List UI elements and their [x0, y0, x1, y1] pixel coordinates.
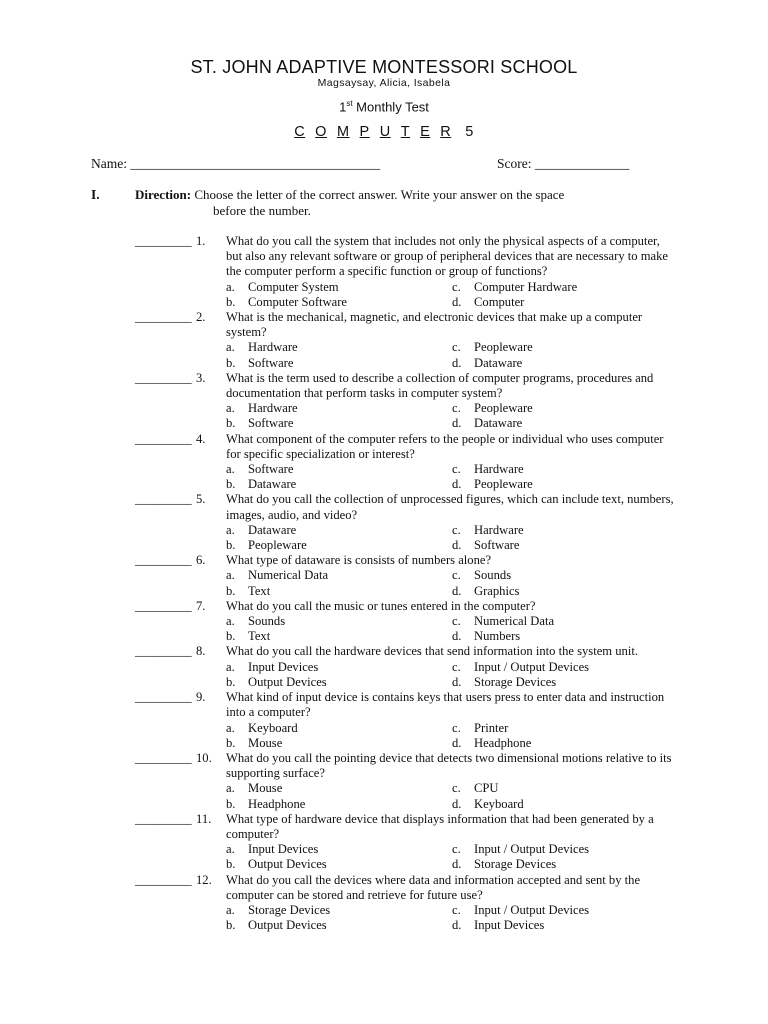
choice-option [452, 584, 682, 599]
choice-text: Dataware [248, 477, 297, 492]
choice-option [452, 401, 682, 416]
choice-option [226, 842, 452, 857]
choice-letter: b. [226, 629, 236, 644]
choice-option [226, 736, 452, 751]
choice-text: Peopleware [474, 477, 533, 492]
choice-letter: a. [226, 614, 235, 629]
choice-letter: a. [226, 462, 235, 477]
choice-option [226, 584, 452, 599]
choice-letter: b. [226, 796, 236, 811]
choice-option [452, 736, 682, 751]
choice-option [452, 797, 682, 812]
choice-text: Dataware [248, 522, 297, 537]
choice-list [226, 660, 768, 690]
choice-text: Hardware [474, 522, 524, 537]
choice-text: Output Devices [248, 857, 327, 872]
choice-letter: c. [452, 340, 461, 355]
choice-text: Dataware [474, 416, 523, 431]
choice-letter: c. [452, 659, 461, 674]
choice-text: Keyboard [248, 720, 298, 735]
answer-blank[interactable]: _________ [135, 690, 192, 705]
question-item [0, 644, 768, 690]
question-text: What component of the computer refers to the people or individual who uses computer for specific specialization or interest? [226, 431, 664, 461]
choice-list [226, 842, 768, 872]
question-list [0, 234, 768, 933]
choice-letter: d. [452, 477, 462, 492]
choice-option [226, 675, 452, 690]
section-number: I. [91, 187, 100, 202]
choice-text: Output Devices [248, 918, 327, 933]
choice-text: Mouse [248, 781, 283, 796]
choice-text: Software [474, 538, 520, 553]
choice-option [226, 918, 452, 933]
choice-text: Input / Output Devices [474, 659, 590, 674]
choice-letter: a. [226, 401, 235, 416]
answer-blank[interactable]: _________ [135, 644, 192, 659]
subject-letter: E [420, 124, 431, 140]
subject-letter: P [359, 124, 370, 140]
choice-option [226, 538, 452, 553]
choice-text: Sounds [474, 568, 512, 583]
choice-letter: b. [226, 355, 236, 370]
question-text: What is the mechanical, magnetic, and electronic devices that make up a computer system? [226, 310, 643, 340]
choice-text: Input Devices [248, 842, 319, 857]
question-item [0, 812, 768, 873]
question-text: What do you call the system that includes not only the physical aspects of a computer, but also any relevant software or group of peripheral devices that are necessary to make the computer perform a specific function or group of functions? [226, 234, 668, 279]
answer-blank[interactable]: _________ [135, 598, 192, 613]
choice-option [226, 295, 452, 310]
choice-text: Numerical Data [248, 568, 329, 583]
choice-letter: c. [452, 462, 461, 477]
choice-option [452, 340, 682, 355]
question-text: What do you call the collection of unprocessed figures, which can include text, numbers, images, audio, and video? [226, 492, 674, 522]
choice-list [226, 903, 768, 933]
choice-text: Output Devices [248, 674, 327, 689]
choice-list [226, 401, 768, 431]
question-number: 4. [196, 431, 206, 446]
question-item [0, 599, 768, 645]
choice-list [226, 781, 768, 811]
choice-letter: c. [452, 781, 461, 796]
test-number-suffix: st [346, 99, 353, 108]
choice-option [452, 842, 682, 857]
choice-text: Text [248, 629, 271, 644]
choice-letter: a. [226, 720, 235, 735]
choice-option [452, 660, 682, 675]
question-item [0, 371, 768, 432]
choice-letter: a. [226, 902, 235, 917]
question-text: What do you call the pointing device that detects two dimensional motions relative to its supporting surface? [226, 750, 672, 781]
choice-letter: c. [452, 842, 461, 857]
choice-text: Peopleware [474, 340, 533, 355]
question-item [0, 492, 768, 553]
choice-text: Input Devices [474, 918, 545, 933]
choice-text: Headphone [248, 796, 306, 811]
choice-letter: b. [226, 857, 236, 872]
direction-label: Direction: [135, 187, 192, 202]
choice-text: Sounds [248, 614, 286, 629]
choice-option [226, 797, 452, 812]
choice-text: Input Devices [248, 659, 319, 674]
answer-blank[interactable]: _________ [135, 431, 192, 446]
question-number: 5. [196, 492, 206, 507]
choice-letter: c. [452, 522, 461, 537]
question-number: 1. [196, 234, 206, 248]
choice-option [226, 903, 452, 918]
choice-letter: c. [452, 568, 461, 583]
choice-text: Computer [474, 294, 525, 309]
choice-option [452, 523, 682, 538]
choice-letter: a. [226, 568, 235, 583]
choice-option [452, 614, 682, 629]
question-item [0, 690, 768, 751]
choice-letter: d. [452, 416, 462, 431]
choice-text: Text [248, 583, 271, 598]
choice-letter: b. [226, 735, 236, 750]
choice-text: Mouse [248, 735, 283, 750]
direction-text-line1: Choose the letter of the correct answer. Write your answer on the space [194, 187, 565, 202]
choice-list [226, 721, 768, 751]
choice-option [226, 568, 452, 583]
question-item [0, 553, 768, 599]
question-text: What do you call the devices where data and information accepted and sent by the computer can be stored and retrieve for future use? [226, 872, 641, 902]
subject-letter: R [440, 124, 452, 140]
question-number: 2. [196, 310, 206, 325]
choice-letter: c. [452, 614, 461, 629]
choice-letter: d. [452, 294, 462, 309]
subject-letter: O [315, 124, 327, 140]
choice-text: Hardware [248, 340, 298, 355]
choice-letter: a. [226, 279, 235, 294]
choice-option [452, 280, 682, 295]
choice-letter: d. [452, 538, 462, 553]
question-item [0, 234, 768, 310]
choice-text: Numbers [474, 629, 521, 644]
choice-text: Hardware [474, 462, 524, 477]
choice-option [226, 401, 452, 416]
choice-option [226, 356, 452, 371]
question-number: 3. [196, 370, 206, 385]
choice-text: Numerical Data [474, 614, 555, 629]
choice-option [452, 903, 682, 918]
choice-letter: c. [452, 279, 461, 294]
choice-text: Input / Output Devices [474, 902, 590, 917]
test-number: 1 [339, 99, 347, 115]
question-text: What type of dataware is consists of numbers alone? [226, 553, 492, 568]
choice-letter: a. [226, 659, 235, 674]
answer-blank[interactable]: _________ [135, 492, 192, 507]
question-text: What do you call the hardware devices that send information into the system unit. [226, 644, 638, 659]
choice-option [226, 781, 452, 796]
choice-text: Computer Hardware [474, 279, 578, 294]
choice-option [226, 857, 452, 872]
choice-option [452, 568, 682, 583]
question-number: 10. [196, 750, 212, 765]
school-name: ST. JOHN ADAPTIVE MONTESSORI SCHOOL [190, 57, 578, 77]
choice-option [226, 477, 452, 492]
choice-option [226, 660, 452, 675]
choice-text: Printer [474, 720, 509, 735]
answer-blank[interactable]: _________ [135, 234, 192, 248]
test-title [0, 99, 768, 114]
choice-option [226, 523, 452, 538]
question-number: 7. [196, 598, 206, 613]
answer-blank[interactable]: _________ [135, 750, 192, 765]
question-number: 8. [196, 644, 206, 659]
choice-option [452, 629, 682, 644]
choice-option [226, 721, 452, 736]
choice-letter: a. [226, 842, 235, 857]
choice-letter: c. [452, 401, 461, 416]
question-item [0, 751, 768, 812]
subject-letter: T [400, 124, 411, 140]
choice-letter: d. [452, 629, 462, 644]
question-item [0, 873, 768, 934]
choice-letter: c. [452, 720, 461, 735]
answer-blank[interactable]: _________ [135, 811, 192, 826]
choice-letter: b. [226, 583, 236, 598]
choice-option [452, 721, 682, 736]
choice-letter: b. [226, 918, 236, 933]
choice-letter: a. [226, 340, 235, 355]
choice-letter: d. [452, 674, 462, 689]
choice-text: Dataware [474, 355, 523, 370]
question-text: What do you call the music or tunes entered in the computer? [226, 598, 536, 613]
choice-option [452, 477, 682, 492]
choice-list [226, 568, 768, 598]
choice-option [452, 918, 682, 933]
choice-option [452, 356, 682, 371]
choice-letter: b. [226, 477, 236, 492]
choice-text: Storage Devices [248, 902, 331, 917]
choice-text: CPU [474, 781, 499, 796]
choice-text: Headphone [474, 735, 532, 750]
choice-option [226, 340, 452, 355]
answer-blank[interactable]: _________ [135, 553, 192, 568]
name-field-line: Name: _____________________________________ [91, 156, 381, 171]
choice-option [452, 416, 682, 431]
choice-text: Input / Output Devices [474, 842, 590, 857]
choice-option [226, 280, 452, 295]
answer-blank[interactable]: _________ [135, 370, 192, 385]
subject-letter: U [379, 124, 391, 140]
question-text: What type of hardware device that displays information that had been generated by a computer? [226, 811, 654, 841]
choice-text: Computer System [248, 279, 339, 294]
choice-text: Software [248, 355, 294, 370]
choice-letter: d. [452, 583, 462, 598]
choice-option [452, 295, 682, 310]
choice-option [452, 781, 682, 796]
choice-option [452, 675, 682, 690]
choice-text: Keyboard [474, 796, 524, 811]
choice-text: Hardware [248, 401, 298, 416]
choice-option [452, 857, 682, 872]
choice-list [226, 523, 768, 553]
choice-text: Software [248, 462, 294, 477]
choice-option [452, 538, 682, 553]
choice-letter: d. [452, 796, 462, 811]
choice-option [226, 614, 452, 629]
choice-list [226, 462, 768, 492]
choice-text: Storage Devices [474, 674, 557, 689]
question-number: 12. [196, 872, 212, 887]
question-number: 9. [196, 690, 206, 705]
direction-text-line2: before the number. [213, 203, 311, 218]
choice-text: Computer Software [248, 294, 347, 309]
choice-option [452, 462, 682, 477]
question-item [0, 310, 768, 371]
choice-text: Graphics [474, 583, 520, 598]
choice-option [226, 462, 452, 477]
question-text: What is the term used to describe a collection of computer programs, procedures and documentation that perform tasks in computer system? [226, 370, 654, 401]
choice-letter: d. [452, 918, 462, 933]
school-address: Magsaysay, Alicia, Isabela [317, 77, 451, 89]
choice-option [226, 416, 452, 431]
choice-letter: c. [452, 902, 461, 917]
choice-letter: b. [226, 538, 236, 553]
choice-list [226, 340, 768, 370]
subject-letter: C [294, 124, 306, 140]
choice-text: Peopleware [248, 538, 307, 553]
choice-text: Storage Devices [474, 857, 557, 872]
choice-text: Software [248, 416, 294, 431]
choice-option [226, 629, 452, 644]
subject-grade-number: 5 [465, 124, 474, 140]
choice-list [226, 614, 768, 644]
test-label: Monthly Test [356, 99, 429, 115]
choice-letter: d. [452, 355, 462, 370]
choice-letter: a. [226, 522, 235, 537]
subject-title [0, 124, 768, 140]
choice-letter: d. [452, 735, 462, 750]
choice-list [226, 280, 768, 310]
subject-letter: M [336, 124, 350, 140]
answer-blank[interactable]: _________ [135, 872, 192, 887]
question-number: 11. [196, 811, 212, 826]
choice-letter: d. [452, 857, 462, 872]
choice-letter: b. [226, 674, 236, 689]
choice-letter: b. [226, 416, 236, 431]
choice-letter: a. [226, 781, 235, 796]
question-number: 6. [196, 553, 206, 568]
score-field-line: Score: ______________ [497, 156, 630, 171]
choice-text: Peopleware [474, 401, 533, 416]
choice-letter: b. [226, 294, 236, 309]
question-item [0, 432, 768, 493]
question-text: What kind of input device is contains keys that users press to enter data and instruction into a computer? [226, 690, 665, 720]
answer-blank[interactable]: _________ [135, 310, 192, 325]
section-direction [135, 187, 695, 219]
